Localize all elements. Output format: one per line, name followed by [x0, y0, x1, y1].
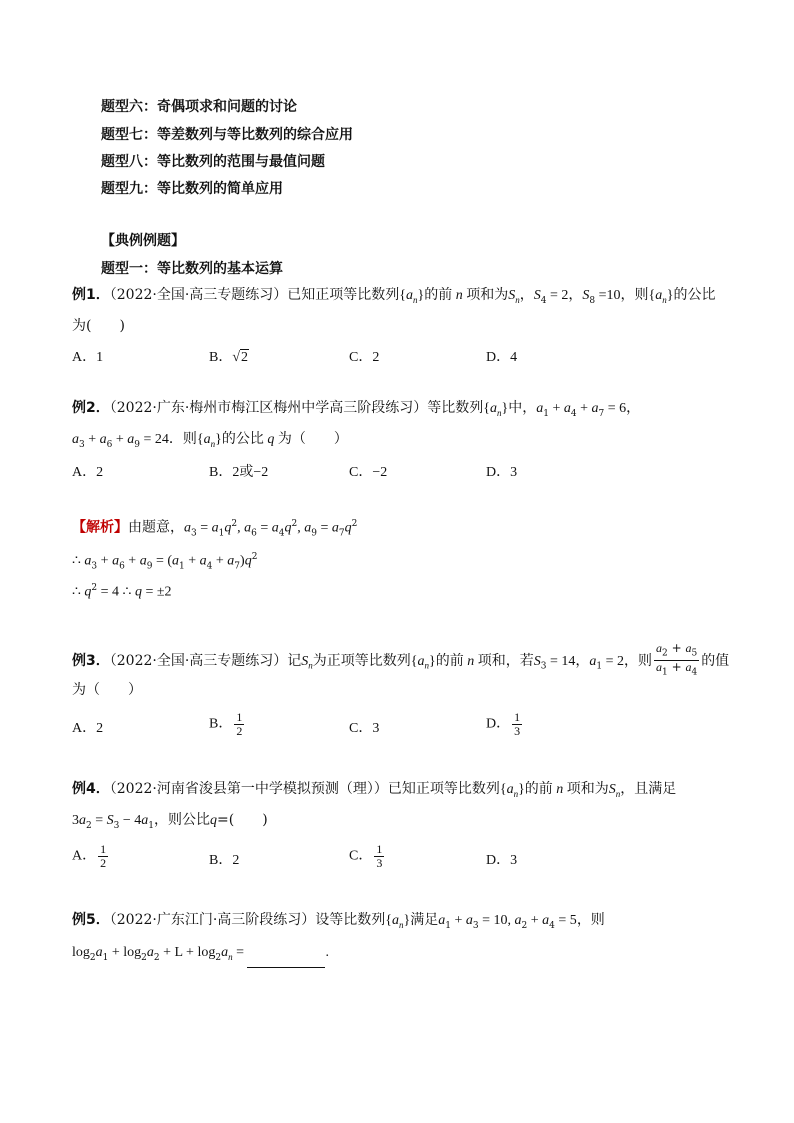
- example-3-option-d: D． $\frac{1}{3}$: [486, 710, 521, 738]
- toc-item-7: 题型七：等差数列与等比数列的综合应用: [101, 127, 353, 143]
- example-2-option-a: A．2: [72, 465, 104, 480]
- answer-blank[interactable]: [247, 953, 325, 968]
- example-3-option-c: C．3: [349, 721, 380, 736]
- example-5-line2: $\log_2a_1 + \log_2a_2 + L + \log_2a_n$ = .: [72, 942, 329, 968]
- example-4-option-c: C． $\frac{1}{3}$: [349, 842, 383, 870]
- example-3-line2: 为（ ）: [72, 682, 142, 698]
- example-1-line2: 为( ): [72, 318, 125, 334]
- example-2-option-c: C．−2: [349, 465, 388, 480]
- type-heading: 题型一：等比数列的基本运算: [101, 261, 283, 277]
- example-2-option-d: D．3: [486, 465, 518, 480]
- example-4-option-a: A． $\frac{1}{2}$: [72, 842, 107, 870]
- analysis-line-2: ∴ $a_3 + a_6 + a_9 = (a_1 + a_4 + a_7)q^2$: [72, 552, 258, 572]
- toc-item-9: 题型九：等比数列的简单应用: [101, 181, 283, 197]
- example-3-stem: 例3．（2022·全国·高三专题练习）记$S_n$为正项等比数列$\{a_n\}$的前 n 项和，若$S_3 = 14$，$a_1 = 2$，则 $\frac{a_2 + a_5}{a_1 + a_4}$ 的值: [72, 641, 730, 678]
- example-3-option-a: A．2: [72, 721, 104, 736]
- example-1-stem: 例1．（2022·全国·高三专题练习）已知正项等比数列$\{a_n\}$的前 n 项和为$S_n$，$S_4 = 2$，$S_8 =10$，则$\{a_n\}$的公比: [72, 287, 716, 306]
- example-1-option-c: C．2: [349, 350, 380, 365]
- analysis-line-3: ∴ $q^2 = 4$ ∴ q = ±2: [72, 583, 172, 600]
- analysis-line-1: 【解析】由题意，$a_3 = a_1q^2$, $a_6 = a_4q^2$, $a_9 = a_7q^2$: [72, 519, 358, 539]
- toc-item-6: 题型六：奇偶项求和问题的讨论: [101, 99, 297, 115]
- toc-item-8: 题型八：等比数列的范围与最值问题: [101, 154, 325, 170]
- example-1-option-a: A．1: [72, 350, 104, 365]
- example-2-option-b: B．2或−2: [209, 465, 269, 480]
- section-heading: 【典例例题】: [101, 233, 185, 249]
- example-4-line2: $3a_2 = S_3 - 4a_1$，则公比q=( ): [72, 812, 268, 831]
- example-1-option-b: B．√2: [209, 350, 249, 365]
- example-5-stem: 例5．（2022·广东江门·高三阶段练习）设等比数列$\{a_n\}$满足$a_1 + a_3 = 10$, $a_2 + a_4 = 5$，则: [72, 912, 605, 931]
- example-4-stem: 例4．（2022·河南省浚县第一中学模拟预测（理））已知正项等比数列$\{a_n\}$的前 n 项和为$S_n$，且满足: [72, 781, 677, 799]
- example-2-stem: 例2．（2022·广东·梅州市梅江区梅州中学高三阶段练习）等比数列$\{a_n\}$中，$a_1 + a_4 + a_7 = 6$，: [72, 400, 641, 419]
- example-4-option-d: D．3: [486, 853, 518, 868]
- example-3-option-b: B． $\frac{1}{2}$: [209, 710, 243, 738]
- example-1-option-d: D．4: [486, 350, 518, 365]
- example-2-line2: $a_3 + a_6 + a_9 = 24$．则$\{a_n\}$的公比 q 为（ ）: [72, 431, 348, 450]
- example-4-option-b: B．2: [209, 853, 240, 868]
